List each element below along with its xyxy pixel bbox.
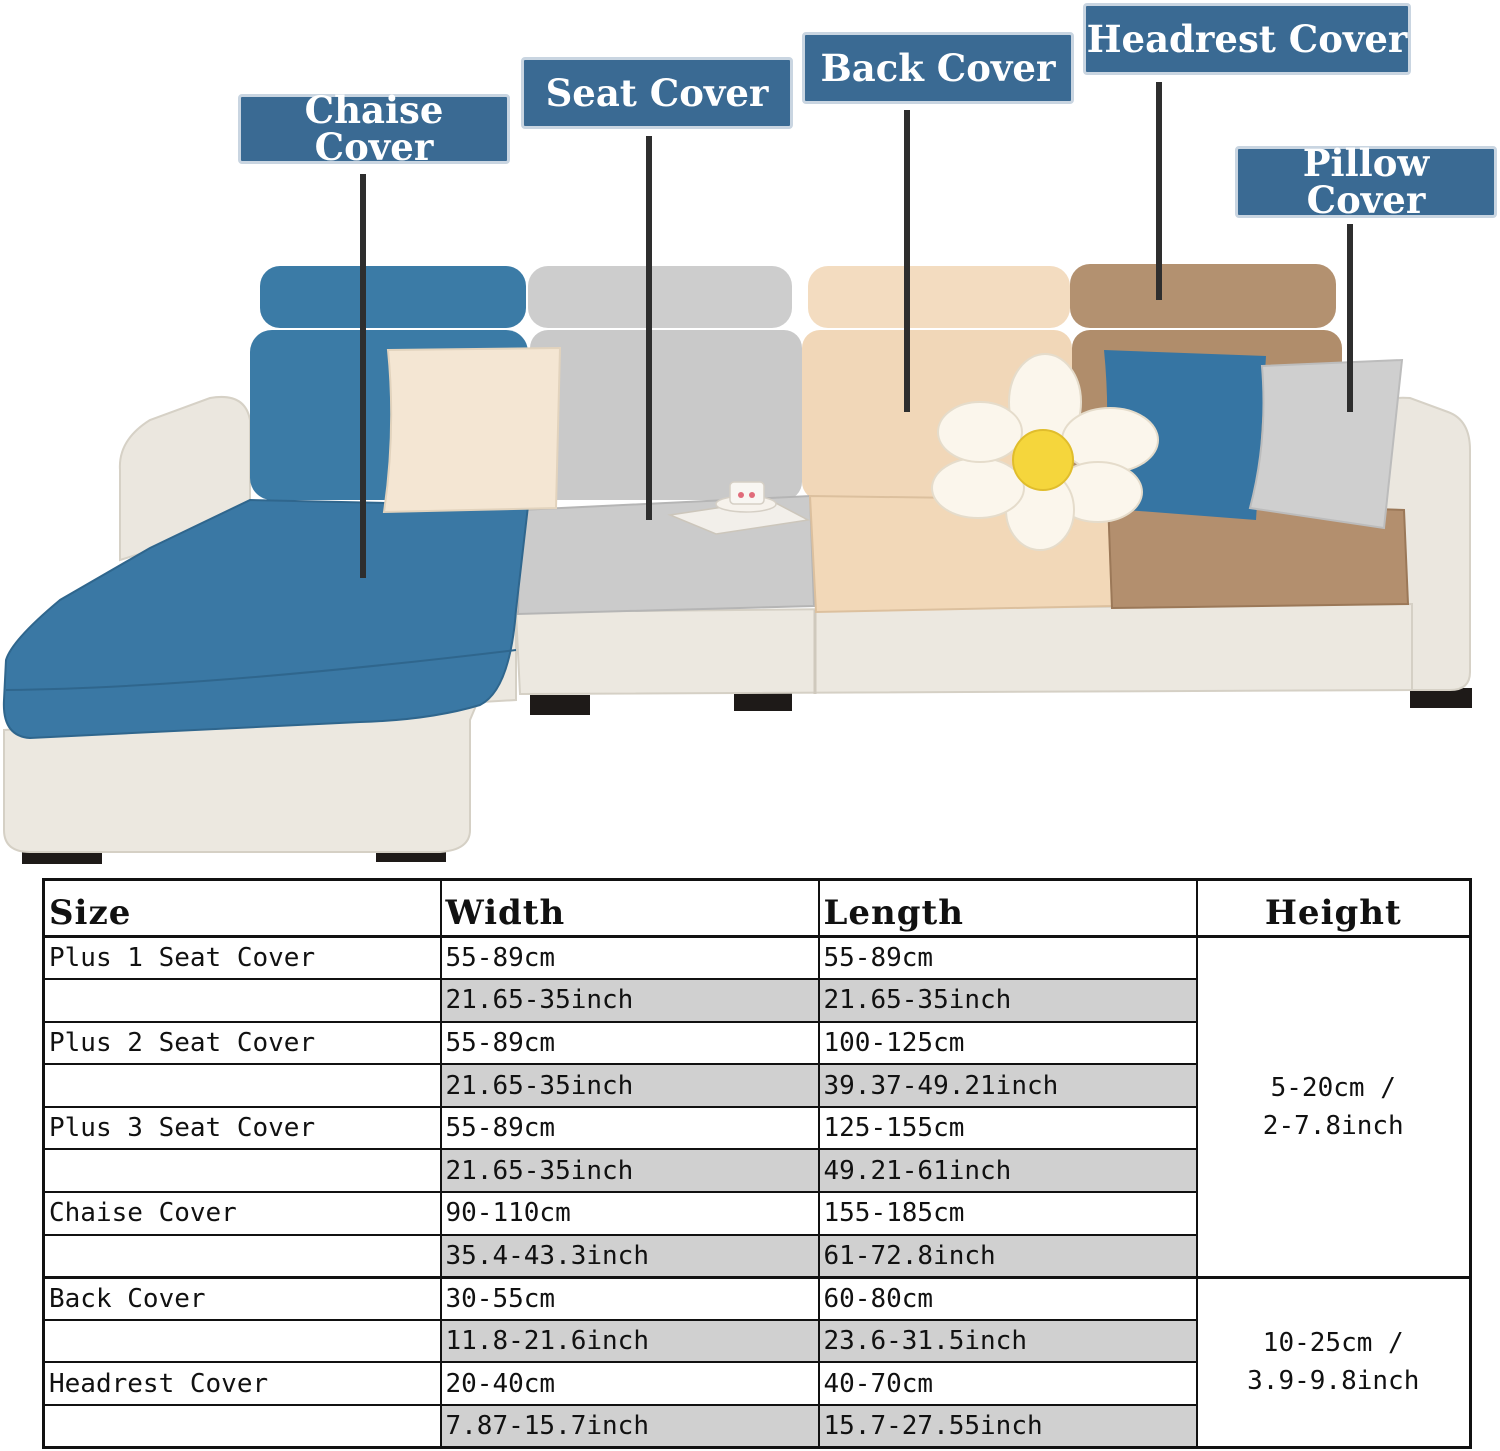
seat-leader-line <box>646 136 652 520</box>
sofa-foot <box>530 695 590 715</box>
size-cell: Plus 1 Seat Cover <box>44 937 441 980</box>
headrest-brown <box>1070 264 1336 328</box>
width-cm-cell: 55-89cm <box>441 937 819 980</box>
width-inch-cell: 21.65-35inch <box>441 979 819 1022</box>
header-width: Width <box>441 880 819 937</box>
height-cm: 10-25cm / <box>1262 1328 1404 1359</box>
width-inch-cell: 21.65-35inch <box>441 1149 819 1192</box>
length-inch-cell: 21.65-35inch <box>819 979 1197 1022</box>
back-cushion-gray <box>530 330 802 500</box>
headrest-leader-line <box>1156 82 1162 300</box>
height-inch: 2-7.8inch <box>1262 1110 1404 1141</box>
headrest-beige <box>808 266 1070 328</box>
width-cm-cell: 90-110cm <box>441 1192 819 1235</box>
sofa-foot <box>734 693 792 711</box>
height-cm: 5-20cm / <box>1270 1072 1396 1103</box>
length-cm-cell: 55-89cm <box>819 937 1197 980</box>
length-inch-cell: 61-72.8inch <box>819 1235 1197 1278</box>
size-cell-empty <box>44 1064 441 1107</box>
length-cm-cell: 125-155cm <box>819 1107 1197 1150</box>
length-inch-cell: 39.37-49.21inch <box>819 1064 1197 1107</box>
seat-cover-label: Seat Cover <box>521 57 793 129</box>
length-cm-cell: 155-185cm <box>819 1192 1197 1235</box>
table-row <box>44 1277 1471 1320</box>
headrest-gray <box>528 266 792 328</box>
width-cm-cell: 20-40cm <box>441 1362 819 1405</box>
size-cell-empty <box>44 1149 441 1192</box>
size-cell-empty <box>44 1320 441 1363</box>
header-height: Height <box>1197 880 1471 937</box>
sofa-base <box>516 604 1412 694</box>
sofa-illustration <box>0 240 1500 870</box>
size-cell: Plus 3 Seat Cover <box>44 1107 441 1150</box>
back-leader-line <box>904 110 910 412</box>
pillow-gray <box>1250 360 1402 528</box>
width-inch-cell: 21.65-35inch <box>441 1064 819 1107</box>
length-inch-cell: 23.6-31.5inch <box>819 1320 1197 1363</box>
size-cell: Back Cover <box>44 1277 441 1320</box>
table-row <box>44 937 1471 980</box>
chaise-cushion <box>4 500 528 738</box>
length-cm-cell: 60-80cm <box>819 1277 1197 1320</box>
size-cell: Plus 2 Seat Cover <box>44 1022 441 1065</box>
table-header-row <box>44 880 1471 937</box>
size-cell: Chaise Cover <box>44 1192 441 1235</box>
width-inch-cell: 35.4-43.3inch <box>441 1235 819 1278</box>
chaise-leader-line <box>360 174 366 578</box>
width-cm-cell: 55-89cm <box>441 1022 819 1065</box>
pillow-cream <box>384 348 560 512</box>
width-inch-cell: 11.8-21.6inch <box>441 1320 819 1363</box>
length-cm-cell: 100-125cm <box>819 1022 1197 1065</box>
length-inch-cell: 15.7-27.55inch <box>819 1405 1197 1448</box>
size-cell-empty <box>44 1405 441 1448</box>
header-length: Length <box>819 880 1197 937</box>
size-cell: Headrest Cover <box>44 1362 441 1405</box>
width-cm-cell: 30-55cm <box>441 1277 819 1320</box>
size-cell-empty <box>44 979 441 1022</box>
height-cell-group-2 <box>1197 1277 1471 1447</box>
headrest-blue <box>260 266 526 328</box>
width-inch-cell: 7.87-15.7inch <box>441 1405 819 1448</box>
pillow-leader-line <box>1347 224 1353 412</box>
length-cm-cell: 40-70cm <box>819 1362 1197 1405</box>
size-table <box>42 878 1472 1449</box>
chaise-cover-label: Chaise Cover <box>238 94 510 164</box>
header-size: Size <box>44 880 441 937</box>
back-cover-label: Back Cover <box>802 32 1074 104</box>
height-cell-group-1 <box>1197 937 1471 1278</box>
pillow-cover-label: Pillow Cover <box>1235 146 1497 218</box>
height-inch: 3.9-9.8inch <box>1247 1366 1420 1397</box>
headrest-cover-label: Headrest Cover <box>1083 3 1411 75</box>
length-inch-cell: 49.21-61inch <box>819 1149 1197 1192</box>
width-cm-cell: 55-89cm <box>441 1107 819 1150</box>
size-cell-empty <box>44 1235 441 1278</box>
